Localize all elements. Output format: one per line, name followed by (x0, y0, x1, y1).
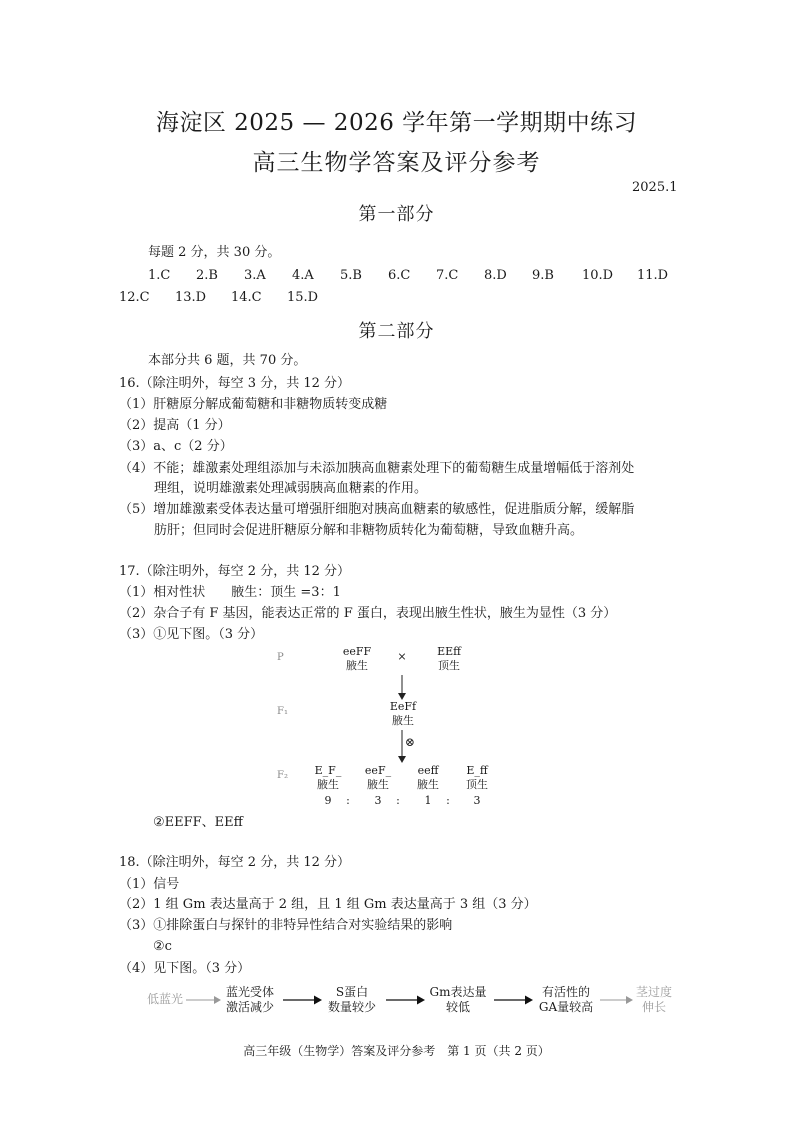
part2-intro: 本部分共 6 题，共 70 分。 (148, 353, 307, 368)
q16-answer-5-line1: （5）增加雄激素受体表达量可增强肝细胞对胰高血糖素的敏感性，促进脂质分解，缓解脂 (119, 502, 635, 517)
answer-6: 6.C (388, 268, 411, 283)
answer-10: 10.D (582, 268, 614, 283)
answer-13: 13.D (175, 290, 207, 305)
part2-heading: 第二部分 (358, 321, 435, 342)
f1-phenotype: 腋生 (392, 714, 414, 727)
flow-node-6 (630, 985, 678, 1015)
flow-arrow-5 (600, 994, 634, 1006)
q18-answer-2: （2）1 组 Gm 表达量高于 2 组，且 1 组 Gm 表达量高于 3 组（3 分） (119, 897, 537, 912)
f2-class-1 (308, 764, 348, 792)
answer-7: 7.C (436, 268, 459, 283)
q17-answer-2: （2）杂合子有 F 基因，能表达正常的 F 蛋白，表现出腋生性状，腋生为显性（3 分） (119, 606, 617, 621)
f2-phenotype: 腋生 (417, 778, 439, 791)
q18-answer-1: （1）信号 (119, 877, 180, 892)
q18-answer-3: （3）①排除蛋白与探针的非特异性结合对实验结果的影响 (119, 918, 453, 933)
part1-heading: 第一部分 (358, 204, 435, 225)
f2-ratio-3: 1 (424, 794, 432, 807)
part1-intro: 每题 2 分，共 30 分。 (148, 245, 281, 260)
answer-3: 3.A (244, 268, 266, 283)
parent1 (335, 645, 379, 673)
f2-ratio-1: 9 (324, 794, 332, 807)
page-title: 海淀区 2025 — 2026 学年第一学期期中练习 (155, 110, 638, 136)
flow-node-text: 有活性的 (541, 985, 590, 999)
q16-answer-4-line2: 理组，说明雄激素处理减弱胰高血糖素的作用。 (154, 481, 428, 496)
flow-node-text: 数量较少 (327, 1000, 376, 1014)
parent2-genotype: EEff (437, 645, 461, 658)
f2-genotype: E_F_ (314, 764, 342, 777)
q18-header: 18.（除注明外，每空 2 分，共 12 分） (119, 855, 351, 870)
flow-node-text: 较低 (445, 1000, 470, 1014)
q16-answer-5-line2: 肪肝；但同时会促进肝糖原分解和非糖物质转化为葡萄糖，导致血糖升高。 (154, 523, 584, 538)
q17-answer-1: （1）相对性状 腋生：顶生 =3：1 (119, 585, 341, 600)
date: 2025.1 (632, 180, 678, 195)
flow-node-3 (324, 985, 380, 1015)
answer-8: 8.D (484, 268, 507, 283)
q17-header: 17.（除注明外，每空 2 分，共 12 分） (119, 564, 351, 579)
f2-ratio-2: 3 (374, 794, 382, 807)
flow-node-text: 低蓝光 (146, 992, 183, 1006)
parent2 (427, 645, 471, 673)
f1-genotype: EeFf (389, 700, 417, 713)
page-footer: 高三年级（生物学）答案及评分参考 第 1 页（共 2 页） (243, 1044, 550, 1058)
flow-node-text: 蓝光受体 (225, 985, 274, 999)
f2-phenotype: 腋生 (367, 778, 389, 791)
q17-answer-3b: ②EEFF、EEff (153, 815, 243, 830)
answer-15: 15.D (287, 290, 319, 305)
f2-ratio-4: 3 (473, 794, 481, 807)
f2-class-4 (457, 764, 497, 792)
q16-header: 16.（除注明外，每空 3 分，共 12 分） (119, 376, 351, 391)
ratio-colon: : (346, 794, 350, 807)
parent1-genotype: eeFF (342, 645, 372, 658)
ratio-colon: : (396, 794, 400, 807)
f2-phenotype: 顶生 (466, 778, 488, 791)
f2-phenotype: 腋生 (317, 778, 339, 791)
f1 (381, 700, 425, 728)
arrow-p-to-f1 (396, 675, 408, 701)
flow-node-5 (535, 985, 597, 1015)
q16-answer-2: （2）提高（1 分） (119, 418, 231, 433)
f2-genotype: E_ff (466, 764, 488, 777)
ratio-colon: : (446, 794, 450, 807)
f2-genotype: eeff (417, 764, 439, 777)
generation-label-f1: F₁ (277, 706, 288, 717)
flow-node-text: S蛋白 (335, 985, 369, 999)
cross-symbol: × (397, 650, 407, 663)
flow-node-text: Gm表达量 (429, 985, 487, 999)
f2-genotype: eeF_ (364, 764, 392, 777)
q18-answer-4: （4）见下图。（3 分） (119, 961, 251, 976)
parent2-phenotype: 顶生 (438, 659, 460, 672)
flow-arrow-1 (186, 994, 222, 1006)
q18-answer-3b: ②c (153, 939, 172, 954)
generation-label-f2: F₂ (277, 770, 288, 781)
flow-node-1 (140, 992, 190, 1007)
flow-node-text: 伸长 (641, 1000, 666, 1014)
q16-answer-3: （3）a、c（2 分） (119, 439, 233, 454)
answer-12: 12.C (119, 290, 150, 305)
f2-class-2 (358, 764, 398, 792)
q16-answer-4-line1: （4）不能；雄激素处理组添加与未添加胰高血糖素处理下的葡萄糖生成量增幅低于溶剂处 (119, 461, 635, 476)
answer-9: 9.B (532, 268, 554, 283)
answer-1: 1.C (148, 268, 171, 283)
f2-class-3 (408, 764, 448, 792)
parent1-phenotype: 腋生 (346, 659, 368, 672)
flow-node-2 (222, 985, 278, 1015)
flow-arrow-4 (494, 994, 534, 1006)
generation-label-p: P (277, 652, 284, 663)
q16-answer-1: （1）肝糖原分解成葡萄糖和非糖物质转变成糖 (119, 397, 388, 412)
flow-node-4 (428, 985, 488, 1015)
q17-answer-3: （3）①见下图。（3 分） (119, 627, 264, 642)
flow-arrow-3 (386, 994, 426, 1006)
selfing-symbol: ⊗ (404, 735, 416, 749)
answer-2: 2.B (196, 268, 218, 283)
flow-arrow-2 (283, 994, 323, 1006)
page-subtitle: 高三生物学答案及评分参考 (252, 150, 541, 176)
answer-4: 4.A (292, 268, 314, 283)
answer-11: 11.D (637, 268, 669, 283)
flow-node-text: GA量较高 (538, 1000, 594, 1014)
answer-14: 14.C (231, 290, 262, 305)
answer-5: 5.B (340, 268, 362, 283)
flow-node-text: 激活减少 (225, 1000, 274, 1014)
flow-node-text: 茎过度 (635, 985, 672, 999)
